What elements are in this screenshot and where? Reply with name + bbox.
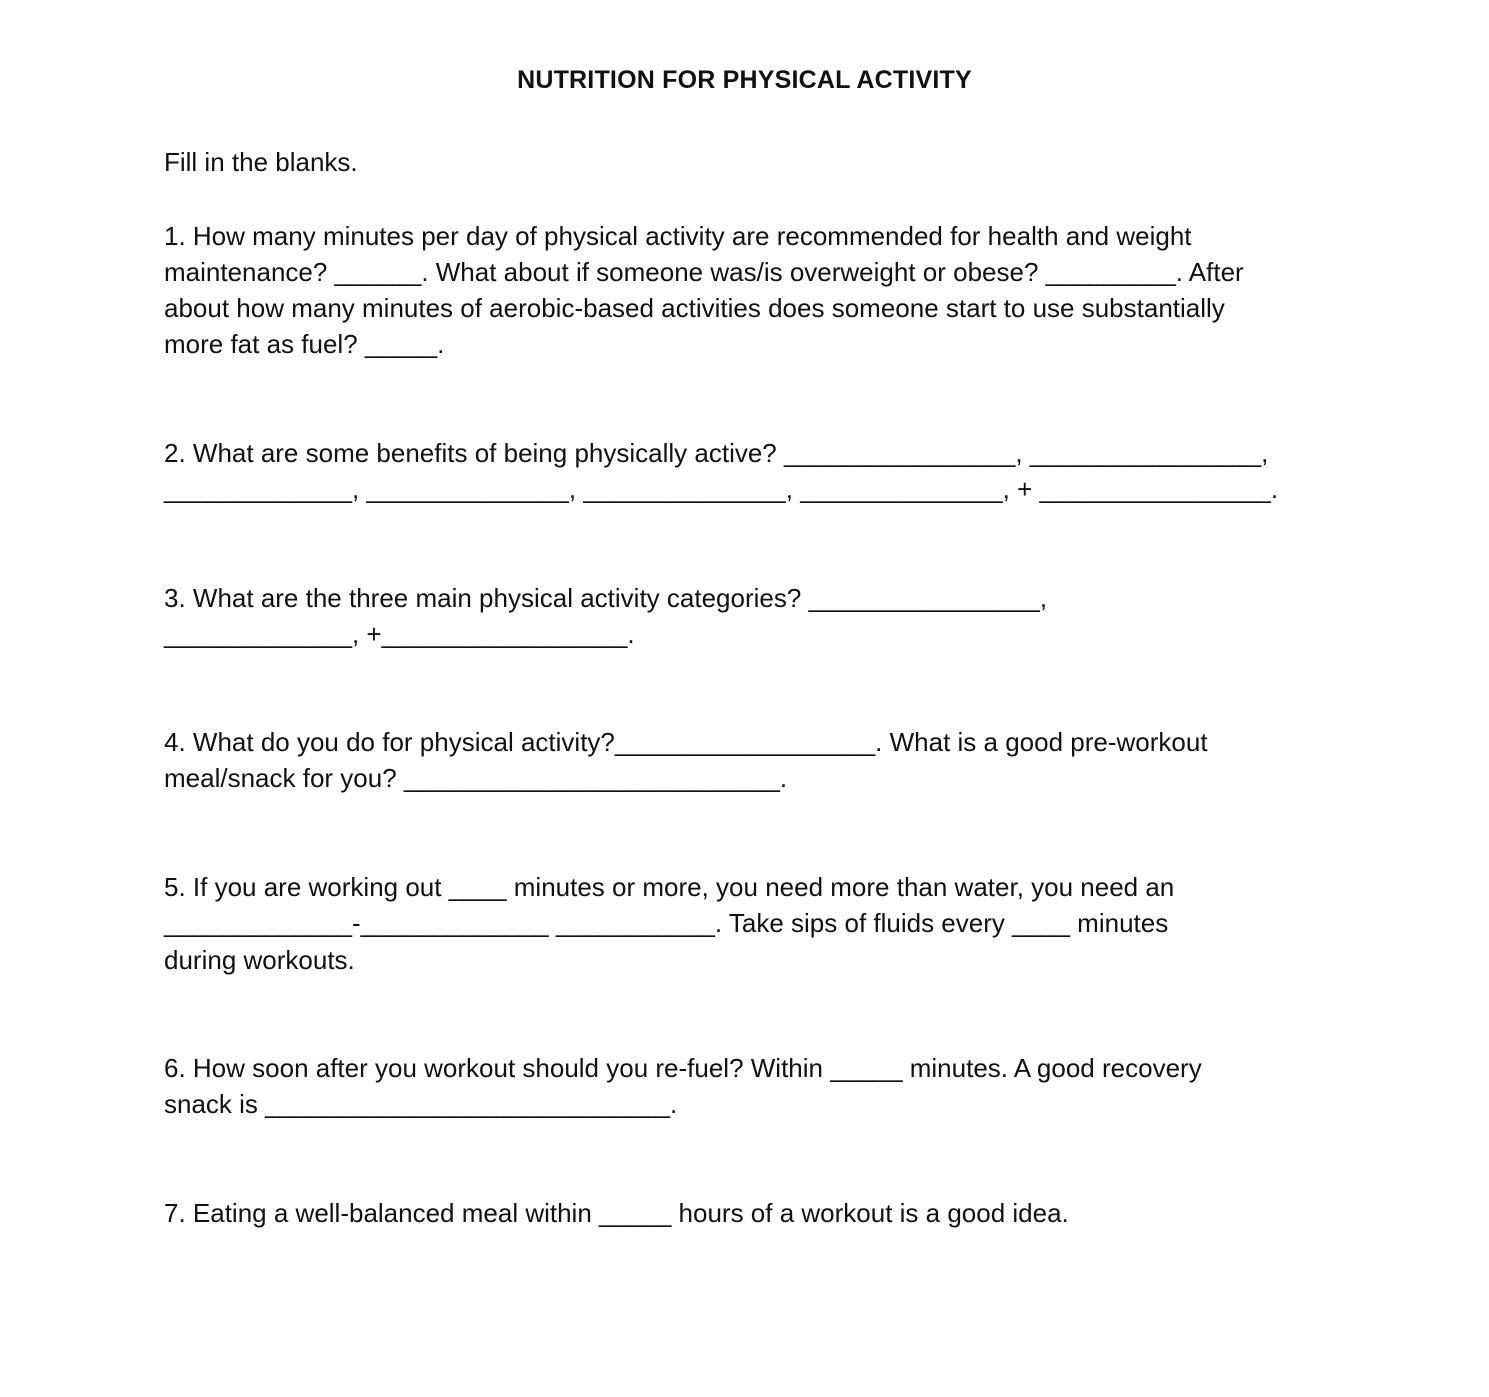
question-3-line-2: _____________, +_________________. bbox=[164, 619, 635, 649]
question-5-line-2: _____________-_____________ ___________. Take sips of fluids every ____ minutes bbox=[164, 908, 1169, 938]
question-2-line-2: _____________, ______________, ______________, ______________, + ________________. bbox=[164, 474, 1279, 504]
question-4-line-2: meal/snack for you? __________________________. bbox=[164, 763, 788, 793]
question-6-line-1: 6. How soon after you workout should you re-fuel? Within _____ minutes. A good recovery bbox=[164, 1053, 1202, 1083]
question-6-line-2: snack is ____________________________. bbox=[164, 1089, 678, 1119]
question-3-line-1: 3. What are the three main physical activity categories? ________________, bbox=[164, 583, 1048, 613]
instructions: Fill in the blanks. bbox=[164, 147, 358, 177]
question-4-line-1: 4. What do you do for physical activity?__________________. What is a good pre-workout bbox=[164, 727, 1208, 757]
question-5-line-1: 5. If you are working out ____ minutes or more, you need more than water, you need an bbox=[164, 872, 1175, 902]
worksheet-title: NUTRITION FOR PHYSICAL ACTIVITY bbox=[517, 66, 972, 94]
question-5-line-3: during workouts. bbox=[164, 945, 355, 975]
question-7-line-1: 7. Eating a well-balanced meal within _____ hours of a workout is a good idea. bbox=[164, 1198, 1069, 1228]
question-1-line-4: more fat as fuel? _____. bbox=[164, 329, 445, 359]
question-2-line-1: 2. What are some benefits of being physically active? ________________, ________________, bbox=[164, 438, 1269, 468]
question-1-line-3: about how many minutes of aerobic-based activities does someone start to use substantially bbox=[164, 293, 1225, 323]
question-1-line-1: 1. How many minutes per day of physical activity are recommended for health and weight bbox=[164, 221, 1192, 251]
question-1-line-2: maintenance? ______. What about if someone was/is overweight or obese? _________. After bbox=[164, 257, 1244, 287]
